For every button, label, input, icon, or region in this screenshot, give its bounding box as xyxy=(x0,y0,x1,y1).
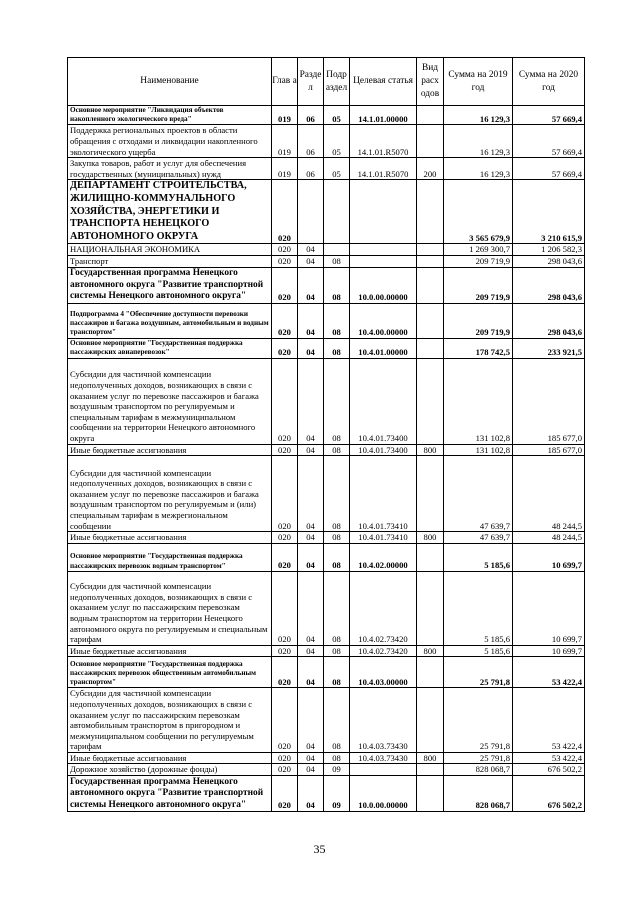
table-row xyxy=(68,543,585,571)
row-target: 14.1.01.R5070 xyxy=(350,158,417,180)
row-podrazdel: 05 xyxy=(324,106,350,125)
header-target: Целевая статья xyxy=(350,58,417,106)
row-sum-2019: 828 068,7 xyxy=(444,764,513,776)
row-sum-2020: 10 699,7 xyxy=(513,571,585,645)
row-sum-2020: 53 422,4 xyxy=(513,657,585,688)
row-name: Субсидии для частичной компенсации недополученных доходов, возникающих в связи с оказанием услуг по пассажирским перевозкам автомобильным транспортом в пригородном и межмуниципальном сообщении по регулируемым тарифам xyxy=(68,688,272,753)
row-sum-2020: 298 043,6 xyxy=(513,267,585,303)
row-name: Закупка товаров, работ и услуг для обеспечения государственных (муниципальных) нужд xyxy=(68,158,272,180)
row-glava: 020 xyxy=(272,180,298,244)
row-podrazdel: 08 xyxy=(324,358,350,444)
row-glava: 020 xyxy=(272,688,298,753)
header-name: Наименование xyxy=(68,58,272,106)
row-sum-2019: 1 269 300,7 xyxy=(444,244,513,256)
row-name: НАЦИОНАЛЬНАЯ ЭКОНОМИКА xyxy=(68,244,272,256)
row-podrazdel: 08 xyxy=(324,338,350,358)
row-razdel: 04 xyxy=(298,657,324,688)
table-row xyxy=(68,456,585,532)
row-glava: 020 xyxy=(272,657,298,688)
table-row xyxy=(68,571,585,645)
row-name: Основное мероприятие "Государственная поддержка пассажирских авиаперевозок" xyxy=(68,338,272,358)
row-sum-2020: 57 669,4 xyxy=(513,106,585,125)
row-podrazdel: 08 xyxy=(324,543,350,571)
table-row xyxy=(68,303,585,338)
table-row xyxy=(68,752,585,764)
row-glava: 020 xyxy=(272,255,298,267)
row-razdel xyxy=(298,180,324,244)
row-podrazdel: 08 xyxy=(324,456,350,532)
row-vid xyxy=(417,255,444,267)
header-sum-2019: Сумма на 2019 год xyxy=(444,58,513,106)
row-podrazdel: 08 xyxy=(324,267,350,303)
row-sum-2020: 185 677,0 xyxy=(513,444,585,456)
row-vid xyxy=(417,456,444,532)
row-podrazdel xyxy=(324,244,350,256)
table-row xyxy=(68,532,585,544)
row-target xyxy=(350,244,417,256)
row-razdel: 04 xyxy=(298,776,324,812)
row-name: Дорожное хозяйство (дорожные фонды) xyxy=(68,764,272,776)
table-row xyxy=(68,255,585,267)
row-name: Иные бюджетные ассигнования xyxy=(68,444,272,456)
row-target: 10.4.01.00000 xyxy=(350,338,417,358)
row-sum-2019: 131 102,8 xyxy=(444,358,513,444)
row-podrazdel: 09 xyxy=(324,764,350,776)
row-glava: 020 xyxy=(272,645,298,657)
row-target: 10.4.01.73410 xyxy=(350,456,417,532)
row-razdel: 04 xyxy=(298,645,324,657)
row-sum-2020: 10 699,7 xyxy=(513,645,585,657)
row-vid xyxy=(417,776,444,812)
row-vid xyxy=(417,125,444,158)
row-target: 10.0.00.00000 xyxy=(350,267,417,303)
row-sum-2020: 298 043,6 xyxy=(513,303,585,338)
row-sum-2020: 1 206 582,3 xyxy=(513,244,585,256)
row-name: Основное мероприятие "Ликвидация объектов накопленного экологического вреда" xyxy=(68,106,272,125)
row-vid: 800 xyxy=(417,532,444,544)
row-vid xyxy=(417,338,444,358)
row-sum-2020: 676 502,2 xyxy=(513,776,585,812)
row-razdel: 06 xyxy=(298,158,324,180)
row-razdel: 04 xyxy=(298,532,324,544)
row-sum-2020: 48 244,5 xyxy=(513,456,585,532)
row-razdel: 04 xyxy=(298,752,324,764)
table-row xyxy=(68,444,585,456)
row-podrazdel: 08 xyxy=(324,657,350,688)
row-sum-2019: 209 719,9 xyxy=(444,267,513,303)
row-sum-2019: 5 185,6 xyxy=(444,645,513,657)
row-podrazdel: 05 xyxy=(324,158,350,180)
table-row xyxy=(68,776,585,812)
row-name: Государственная программа Ненецкого автономного округа "Развитие транспортной системы Ненецкого автономного округа" xyxy=(68,776,272,812)
row-vid xyxy=(417,303,444,338)
row-razdel: 04 xyxy=(298,244,324,256)
budget-table xyxy=(67,57,585,812)
row-razdel: 04 xyxy=(298,543,324,571)
row-razdel: 04 xyxy=(298,764,324,776)
row-target: 10.4.00.00000 xyxy=(350,303,417,338)
header-podrazdel: Подр аздел xyxy=(324,58,350,106)
row-podrazdel: 05 xyxy=(324,125,350,158)
row-sum-2019: 828 068,7 xyxy=(444,776,513,812)
row-target: 10.4.02.00000 xyxy=(350,543,417,571)
row-target xyxy=(350,764,417,776)
row-sum-2019: 47 639,7 xyxy=(444,532,513,544)
row-sum-2020: 233 921,5 xyxy=(513,338,585,358)
row-razdel: 04 xyxy=(298,571,324,645)
row-target: 10.4.01.73400 xyxy=(350,444,417,456)
row-podrazdel: 08 xyxy=(324,688,350,753)
row-glava: 020 xyxy=(272,303,298,338)
row-vid: 800 xyxy=(417,444,444,456)
row-glava: 019 xyxy=(272,106,298,125)
row-target: 10.4.03.00000 xyxy=(350,657,417,688)
row-target xyxy=(350,180,417,244)
row-razdel: 06 xyxy=(298,125,324,158)
row-glava: 019 xyxy=(272,125,298,158)
row-sum-2019: 16 129,3 xyxy=(444,106,513,125)
row-sum-2020: 48 244,5 xyxy=(513,532,585,544)
row-target: 10.0.00.00000 xyxy=(350,776,417,812)
row-target: 10.4.02.73420 xyxy=(350,571,417,645)
row-name: Иные бюджетные ассигнования xyxy=(68,752,272,764)
row-glava: 020 xyxy=(272,532,298,544)
header-razdel: Разде л xyxy=(298,58,324,106)
row-glava: 020 xyxy=(272,267,298,303)
row-sum-2020: 185 677,0 xyxy=(513,358,585,444)
row-target: 10.4.03.73430 xyxy=(350,752,417,764)
row-sum-2020: 3 210 615,9 xyxy=(513,180,585,244)
row-sum-2019: 5 185,6 xyxy=(444,543,513,571)
row-vid xyxy=(417,571,444,645)
row-glava: 020 xyxy=(272,456,298,532)
table-row xyxy=(68,158,585,180)
table-row xyxy=(68,764,585,776)
row-sum-2019: 131 102,8 xyxy=(444,444,513,456)
table-row xyxy=(68,106,585,125)
row-sum-2019: 178 742,5 xyxy=(444,338,513,358)
table-row xyxy=(68,267,585,303)
row-sum-2019: 16 129,3 xyxy=(444,158,513,180)
row-target: 10.4.02.73420 xyxy=(350,645,417,657)
row-razdel: 06 xyxy=(298,106,324,125)
row-sum-2020: 53 422,4 xyxy=(513,688,585,753)
row-sum-2019: 209 719,9 xyxy=(444,255,513,267)
row-name: Субсидии для частичной компенсации недополученных доходов, возникающих в связи с оказанием услуг по пассажирским перевозкам водным транспортом на территории Ненецкого автономного округа по регулируемым и специальным тарифам xyxy=(68,571,272,645)
row-razdel: 04 xyxy=(298,456,324,532)
table-row xyxy=(68,180,585,244)
row-vid xyxy=(417,688,444,753)
row-name: Транспорт xyxy=(68,255,272,267)
row-glava: 020 xyxy=(272,752,298,764)
row-podrazdel: 08 xyxy=(324,255,350,267)
row-sum-2019: 25 791,8 xyxy=(444,657,513,688)
row-podrazdel: 08 xyxy=(324,571,350,645)
row-vid: 800 xyxy=(417,645,444,657)
row-podrazdel: 08 xyxy=(324,444,350,456)
header-sum-2020: Сумма на 2020 год xyxy=(513,58,585,106)
row-glava: 020 xyxy=(272,358,298,444)
row-target: 10.4.03.73430 xyxy=(350,688,417,753)
row-vid xyxy=(417,358,444,444)
table-row xyxy=(68,125,585,158)
table-row xyxy=(68,244,585,256)
row-glava: 020 xyxy=(272,764,298,776)
row-vid xyxy=(417,543,444,571)
row-sum-2019: 47 639,7 xyxy=(444,456,513,532)
row-sum-2019: 25 791,8 xyxy=(444,688,513,753)
row-sum-2020: 298 043,6 xyxy=(513,255,585,267)
row-vid xyxy=(417,764,444,776)
table-row xyxy=(68,688,585,753)
row-glava: 019 xyxy=(272,158,298,180)
row-sum-2020: 57 669,4 xyxy=(513,125,585,158)
table-row xyxy=(68,645,585,657)
row-name: Государственная программа Ненецкого автономного округа "Развитие транспортной системы Ненецкого автономного округа" xyxy=(68,267,272,303)
row-target: 14.1.01.00000 xyxy=(350,106,417,125)
row-vid xyxy=(417,657,444,688)
row-name: Подпрограмма 4 "Обеспечение доступности перевозки пассажиров и багажа воздушным, автомобильным и водным транспортом" xyxy=(68,303,272,338)
row-razdel: 04 xyxy=(298,688,324,753)
row-razdel: 04 xyxy=(298,444,324,456)
row-vid xyxy=(417,267,444,303)
row-name: Субсидии для частичной компенсации недополученных доходов, возникающих в связи с оказанием услуг по перевозке пассажиров и багажа воздушным транспортом по регулируемым и (или) специальным тарифам в межрегиональном сообщении xyxy=(68,456,272,532)
row-name: Иные бюджетные ассигнования xyxy=(68,645,272,657)
row-target: 14.1.01.R5070 xyxy=(350,125,417,158)
row-vid xyxy=(417,180,444,244)
row-sum-2019: 16 129,3 xyxy=(444,125,513,158)
row-name: Основное мероприятие "Государственная поддержка пассажирских перевозок водным транспортом" xyxy=(68,543,272,571)
row-podrazdel: 08 xyxy=(324,752,350,764)
table-body xyxy=(68,106,585,812)
row-name: ДЕПАРТАМЕНТ СТРОИТЕЛЬСТВА, ЖИЛИЩНО-КОММУНАЛЬНОГО ХОЗЯЙСТВА, ЭНЕРГЕТИКИ И ТРАНСПОРТА НЕНЕЦКОГО АВТОНОМНОГО ОКРУГА xyxy=(68,180,272,244)
row-glava: 020 xyxy=(272,543,298,571)
table-header-row xyxy=(68,58,585,106)
row-target: 10.4.01.73400 xyxy=(350,358,417,444)
row-glava: 020 xyxy=(272,571,298,645)
row-name: Иные бюджетные ассигнования xyxy=(68,532,272,544)
row-razdel: 04 xyxy=(298,338,324,358)
row-razdel: 04 xyxy=(298,358,324,444)
row-sum-2019: 5 185,6 xyxy=(444,571,513,645)
row-podrazdel: 08 xyxy=(324,303,350,338)
row-name: Поддержка региональных проектов в области обращения с отходами и ликвидации накопленного экологического ущерба xyxy=(68,125,272,158)
row-sum-2020: 10 699,7 xyxy=(513,543,585,571)
table-row xyxy=(68,358,585,444)
row-podrazdel xyxy=(324,180,350,244)
row-name: Субсидии для частичной компенсации недополученных доходов, возникающих в связи с оказанием услуг по перевозке пассажиров и багажа воздушным транспортом по регулируемым и специальным тарифам в межмуниципальном сообщении на территории Ненецкого автономного округа xyxy=(68,358,272,444)
row-target: 10.4.01.73410 xyxy=(350,532,417,544)
row-sum-2019: 3 565 679,9 xyxy=(444,180,513,244)
table-row xyxy=(68,657,585,688)
row-target xyxy=(350,255,417,267)
row-podrazdel: 08 xyxy=(324,645,350,657)
row-vid: 200 xyxy=(417,158,444,180)
row-vid xyxy=(417,106,444,125)
row-razdel: 04 xyxy=(298,303,324,338)
row-sum-2020: 57 669,4 xyxy=(513,158,585,180)
header-vid: Вид расх одов xyxy=(417,58,444,106)
row-podrazdel: 08 xyxy=(324,532,350,544)
row-sum-2020: 53 422,4 xyxy=(513,752,585,764)
row-vid: 800 xyxy=(417,752,444,764)
row-glava: 020 xyxy=(272,338,298,358)
row-sum-2020: 676 502,2 xyxy=(513,764,585,776)
row-sum-2019: 25 791,8 xyxy=(444,752,513,764)
page-number: 35 xyxy=(313,842,326,856)
table-row xyxy=(68,338,585,358)
row-vid xyxy=(417,244,444,256)
row-razdel: 04 xyxy=(298,255,324,267)
row-razdel: 04 xyxy=(298,267,324,303)
row-glava: 020 xyxy=(272,776,298,812)
row-name: Основное мероприятие "Государственная поддержка пассажирских перевозок общественным автомобильным транспортом" xyxy=(68,657,272,688)
row-podrazdel: 09 xyxy=(324,776,350,812)
row-sum-2019: 209 719,9 xyxy=(444,303,513,338)
header-glava: Глав а xyxy=(272,58,298,106)
row-glava: 020 xyxy=(272,444,298,456)
row-glava: 020 xyxy=(272,244,298,256)
